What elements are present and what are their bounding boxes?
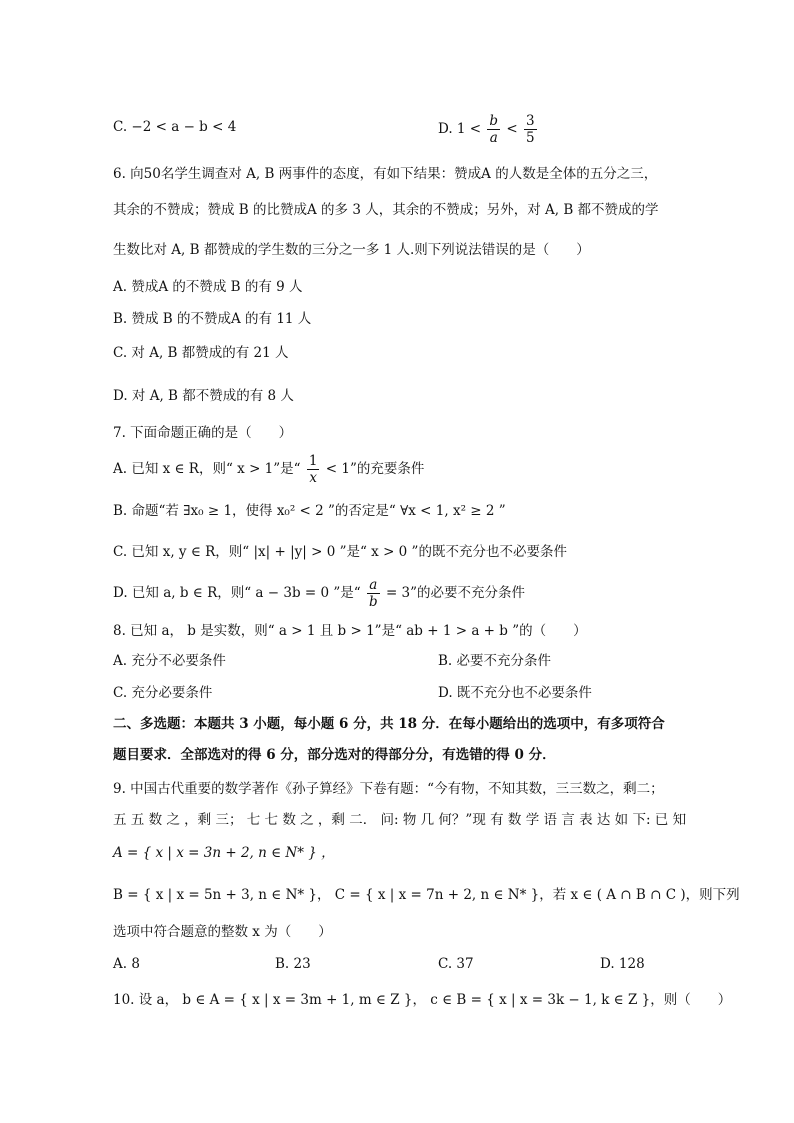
q5-option-d-frac2: $\frac{3}{5}$ bbox=[525, 113, 535, 146]
section2-heading-line1: 二、多选题：本题共 3 小题，每小题 6 分，共 18 分．在每小题给出的选项中，有多项符合 bbox=[113, 716, 665, 732]
q9-option-a: A. 8 bbox=[113, 956, 140, 972]
q8-option-c: C. 充分必要条件 bbox=[113, 685, 213, 701]
q9-option-d: D. 128 bbox=[600, 956, 645, 972]
q7-stem: 7. 下面命题正确的是（ ） bbox=[113, 425, 293, 441]
q10-stem: 10. 设 a， b ∈ A = { x | x = 3m + 1, m ∈ Z }， c ∈ B = { x | x = 3k − 1, k ∈ Z }，则（ ） bbox=[113, 992, 732, 1008]
q8-stem: 8. 已知 a， b 是实数，则“ a > 1 且 b > 1”是“ ab + 1 > a + b ”的（ ） bbox=[113, 623, 587, 639]
q6-option-c: C. 对 A, B 都赞成的有 21 人 bbox=[113, 345, 289, 361]
q9-option-c: C. 37 bbox=[438, 956, 474, 972]
q9-set-a: A = { x | x = 3n + 2, n ∈ N* } ， bbox=[113, 845, 335, 861]
q5-option-d-mid: < bbox=[506, 121, 518, 137]
q8-option-d: D. 既不充分也不必要条件 bbox=[438, 685, 592, 701]
q6-stem-line2: 其余的不赞成；赞成 B 的比赞成A 的多 3 人，其余的不赞成；另外，对 A, B 都不赞成的学 bbox=[113, 202, 659, 218]
q5-option-d-prefix: D. 1 < bbox=[438, 121, 482, 137]
q6-stem-line3: 生数比对 A, B 都赞成的学生数的三分之一多 1 人.则下列说法错误的是（ ） bbox=[113, 242, 590, 258]
q8-option-b: B. 必要不充分条件 bbox=[438, 653, 552, 669]
q6-stem-line1: 6. 向50名学生调查对 A, B 两事件的态度，有如下结果：赞成A 的人数是全体的五分之三， bbox=[113, 166, 658, 182]
q9-stem-line5: 选项中符合题意的整数 x 为（ ） bbox=[113, 924, 332, 940]
q5-option-c: C. −2 < a − b < 4 bbox=[113, 119, 237, 135]
q7-option-d: D. 已知 a, b ∈ R，则“ a − 3b = 0 ”是“ $\frac{a}{b}$ = 3”的必要不充分条件 bbox=[113, 577, 526, 610]
q8-option-a: A. 充分不必要条件 bbox=[113, 653, 226, 669]
q5-option-d-frac1: $\frac{b}{a}$ bbox=[489, 113, 499, 146]
q9-stem-line1: 9. 中国古代重要的数学著作《孙子算经》下卷有题：“今有物，不知其数，三三数之，剩二； bbox=[113, 781, 664, 797]
q9-set-bc: B = { x | x = 5n + 3, n ∈ N* }， C = { x | x = 7n + 2, n ∈ N* }，若 x ∈ ( A ∩ B ∩ C )，则下列 bbox=[113, 887, 740, 903]
q7-option-a-frac: $\frac{1}{x}$ bbox=[308, 453, 318, 486]
q6-option-b: B. 赞成 B 的不赞成A 的有 11 人 bbox=[113, 311, 312, 327]
q9-option-b: B. 23 bbox=[275, 956, 311, 972]
q6-option-d: D. 对 A, B 都不赞成的有 8 人 bbox=[113, 388, 294, 404]
q6-option-a: A. 赞成A 的不赞成 B 的有 9 人 bbox=[113, 279, 303, 295]
q9-stem-line2: 五 五 数 之 ，剩 三； 七 七 数 之 ，剩 二． 问: 物 几 何？”现 有 数 学 语 言 表 达 如 下: 已 知 bbox=[113, 812, 687, 828]
q5-option-d bbox=[438, 112, 539, 146]
q7-option-b: B. 命题“若 ∃x₀ ≥ 1，使得 x₀² < 2 ”的否定是“ ∀x < 1, x² ≥ 2 ” bbox=[113, 503, 506, 519]
q7-option-a: A. 已知 x ∈ R，则“ x > 1”是“ $\frac{1}{x}$ < 1”的充要条件 bbox=[113, 453, 425, 486]
q7-option-c: C. 已知 x, y ∈ R，则“ |x| + |y| > 0 ”是“ x > 0 ”的既不充分也不必要条件 bbox=[113, 544, 567, 560]
section2-heading-line2: 题目要求．全部选对的得 6 分，部分选对的得部分分，有选错的得 0 分． bbox=[113, 747, 556, 763]
q7-option-d-frac: $\frac{a}{b}$ bbox=[368, 577, 378, 610]
